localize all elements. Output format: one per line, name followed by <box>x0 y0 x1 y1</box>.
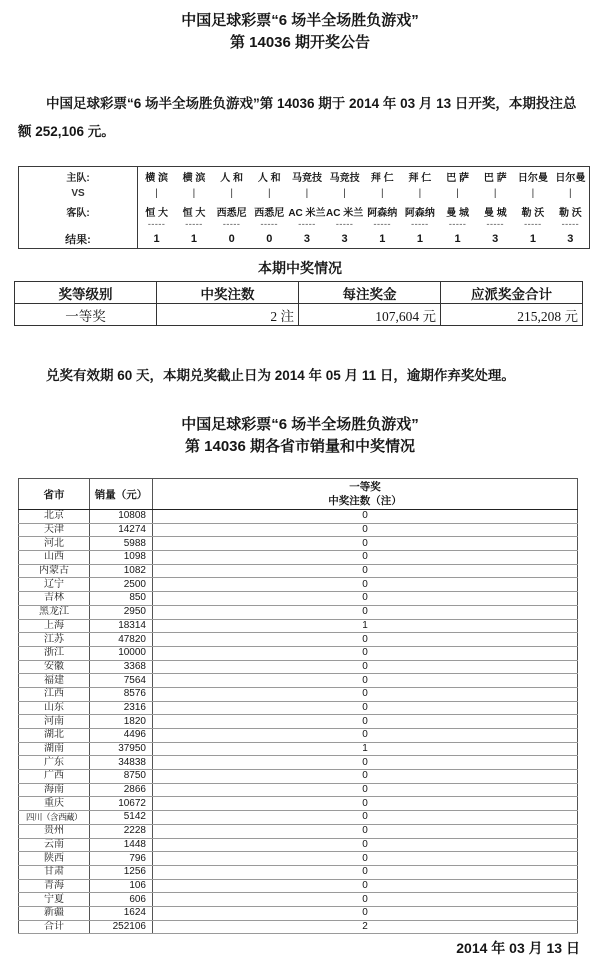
province-header-sales: 销量（元） <box>90 479 153 510</box>
province-row <box>19 537 578 551</box>
prize-count-cell: 0 <box>153 865 578 879</box>
prize-count-cell: 0 <box>153 551 578 565</box>
match-row-vs <box>19 185 590 202</box>
province-name-cell: 上海 <box>19 619 90 633</box>
province-name-cell: 福建 <box>19 674 90 688</box>
sales-cell: 10672 <box>90 797 153 811</box>
province-row <box>19 523 578 537</box>
sales-cell: 2228 <box>90 824 153 838</box>
province-row <box>19 646 578 660</box>
sales-cell: 1624 <box>90 906 153 920</box>
dash-cell: ----- <box>561 220 580 229</box>
province-name-cell: 河北 <box>19 537 90 551</box>
validity-paragraph: 兑奖有效期 60 天，本期兑奖截止日为 2014 年 05 月 11 日，逾期作弃奖处理。 <box>46 368 515 383</box>
province-row <box>19 592 578 606</box>
sales-cell: 2316 <box>90 701 153 715</box>
province-row <box>19 879 578 893</box>
prize-section-title: 本期中奖情况 <box>258 260 342 276</box>
match-row-label <box>19 220 138 229</box>
prize-count-cell: 0 <box>153 687 578 701</box>
sales-cell: 252106 <box>90 920 153 934</box>
prize-count-cell: 0 <box>153 660 578 674</box>
sales-cell: 8576 <box>90 687 153 701</box>
province-row <box>19 729 578 743</box>
home-team-cell: 马竞技 <box>329 172 360 184</box>
province-row <box>19 893 578 907</box>
province-name-cell: 重庆 <box>19 797 90 811</box>
match-row-result <box>19 229 590 249</box>
dash-cell: ----- <box>335 220 354 229</box>
sales-cell: 47820 <box>90 633 153 647</box>
prize-header-per-bet: 每注奖金 <box>299 282 441 304</box>
province-row <box>19 660 578 674</box>
province-name-cell: 北京 <box>19 510 90 524</box>
prize-per-bet-cell: 107,604 元 <box>299 304 441 326</box>
dash-cell: ----- <box>448 220 467 229</box>
sales-cell: 1820 <box>90 715 153 729</box>
prize-count-cell: 0 <box>153 756 578 770</box>
prize-count-cell: 0 <box>153 605 578 619</box>
sales-cell: 2866 <box>90 783 153 797</box>
province-name-cell: 江西 <box>19 687 90 701</box>
sales-cell: 606 <box>90 893 153 907</box>
dash-cell: ----- <box>185 220 203 229</box>
match-row-label: 客队: <box>19 202 138 220</box>
province-row <box>19 605 578 619</box>
away-team-cell: AC 米兰 <box>325 207 364 219</box>
prize-count-cell: 0 <box>153 633 578 647</box>
province-name-cell: 新疆 <box>19 906 90 920</box>
home-team-cell: 横 滨 <box>145 172 168 184</box>
province-name-cell: 四川（含西藏） <box>19 811 90 825</box>
province-table-body <box>19 510 578 934</box>
province-name-cell: 河南 <box>19 715 90 729</box>
vs-cell: | <box>493 188 497 199</box>
prize-count-cell: 0 <box>153 715 578 729</box>
sales-cell: 10000 <box>90 646 153 660</box>
prize-count-cell: 0 <box>153 811 578 825</box>
province-name-cell: 黑龙江 <box>19 605 90 619</box>
vs-cell: | <box>155 188 158 199</box>
result-cell: 0 <box>228 232 235 245</box>
sales-cell: 14274 <box>90 523 153 537</box>
province-name-cell: 浙江 <box>19 646 90 660</box>
dash-cell: ----- <box>222 220 241 229</box>
away-team-cell: 勒 沃 <box>558 207 582 219</box>
province-name-cell: 湖北 <box>19 729 90 743</box>
prize-count-cell: 1 <box>153 619 578 633</box>
home-team-cell: 人 和 <box>220 172 244 184</box>
match-row-home <box>19 167 590 186</box>
province-row <box>19 633 578 647</box>
vs-cell: | <box>192 188 196 199</box>
home-team-cell: 拜 仁 <box>370 172 394 184</box>
province-row <box>19 715 578 729</box>
document-date: 2014 年 03 月 13 日 <box>456 940 580 957</box>
away-team-cell: 恒 大 <box>182 207 206 219</box>
sales-cell: 1448 <box>90 838 153 852</box>
away-team-cell: 曼 城 <box>483 207 507 219</box>
prize-header-total: 应派奖金合计 <box>441 282 583 304</box>
province-header-prize-line2: 中奖注数（注） <box>328 495 402 507</box>
sales-cell: 1082 <box>90 564 153 578</box>
sales-cell: 4496 <box>90 729 153 743</box>
away-team-cell: 阿森纳 <box>367 207 398 219</box>
sales-cell: 106 <box>90 879 153 893</box>
prize-count-cell: 0 <box>153 592 578 606</box>
match-row-label: 结果: <box>19 229 138 249</box>
province-name-cell: 贵州 <box>19 824 90 838</box>
province-name-cell: 天津 <box>19 523 90 537</box>
province-row <box>19 824 578 838</box>
prize-count-cell: 0 <box>153 879 578 893</box>
province-sales-table <box>18 478 578 934</box>
province-section-title-line2: 第 14036 期各省市销量和中奖情况 <box>184 438 416 455</box>
sales-cell: 796 <box>90 852 153 866</box>
vs-cell: | <box>569 188 572 199</box>
home-team-cell: 日尔曼 <box>517 172 548 184</box>
province-name-cell: 宁夏 <box>19 893 90 907</box>
away-team-cell: 西悉尼 <box>254 207 285 219</box>
prize-header-row <box>15 282 583 304</box>
province-name-cell: 青海 <box>19 879 90 893</box>
result-cell: 3 <box>303 232 311 245</box>
prize-header-winners: 中奖注数 <box>157 282 299 304</box>
away-team-cell: 阿森纳 <box>404 207 435 219</box>
province-row <box>19 852 578 866</box>
province-name-cell: 吉林 <box>19 592 90 606</box>
vs-cell: | <box>305 188 309 199</box>
result-cell: 1 <box>416 232 423 245</box>
sales-cell: 3368 <box>90 660 153 674</box>
prize-winners-cell: 2 注 <box>157 304 299 326</box>
result-cell: 0 <box>266 232 273 245</box>
result-cell: 1 <box>529 232 536 245</box>
prize-count-cell: 0 <box>153 838 578 852</box>
result-cell: 1 <box>153 232 160 245</box>
province-name-cell: 合计 <box>19 920 90 934</box>
sales-cell: 10808 <box>90 510 153 524</box>
province-name-cell: 海南 <box>19 783 90 797</box>
sales-cell: 1098 <box>90 551 153 565</box>
intro-paragraph: 中国足球彩票“6 场半全场胜负游戏”第 14036 期于 2014 年 03 月 13 日开奖，本期投注总额 252,106 元。 <box>18 96 577 139</box>
match-results-table <box>18 166 590 249</box>
prize-header-level: 奖等级别 <box>15 282 157 304</box>
prize-count-cell: 0 <box>153 770 578 784</box>
home-team-cell: 人 和 <box>257 172 281 184</box>
prize-total-cell: 215,208 元 <box>441 304 583 326</box>
province-name-cell: 山西 <box>19 551 90 565</box>
province-name-cell: 陕西 <box>19 852 90 866</box>
province-name-cell: 江苏 <box>19 633 90 647</box>
sales-cell: 850 <box>90 592 153 606</box>
dash-cell: ----- <box>524 220 542 229</box>
province-header-prize-line1: 一等奖 <box>349 481 381 493</box>
away-team-cell: 西悉尼 <box>216 207 247 219</box>
prize-count-cell: 0 <box>153 646 578 660</box>
prize-count-cell: 0 <box>153 783 578 797</box>
prize-count-cell: 0 <box>153 510 578 524</box>
match-row-dash <box>19 220 590 229</box>
vs-cell: | <box>418 188 422 199</box>
home-team-cell: 横 滨 <box>182 172 206 184</box>
province-row <box>19 510 578 524</box>
province-row <box>19 838 578 852</box>
home-team-cell: 巴 萨 <box>483 172 507 184</box>
sales-cell: 7564 <box>90 674 153 688</box>
away-team-cell: AC 米兰 <box>288 207 326 219</box>
result-cell: 3 <box>567 232 574 245</box>
province-row <box>19 783 578 797</box>
prize-count-cell: 0 <box>153 824 578 838</box>
dash-cell: ----- <box>486 220 504 229</box>
province-row <box>19 756 578 770</box>
away-team-cell: 恒 大 <box>145 207 168 219</box>
vs-cell: | <box>380 188 384 199</box>
sales-cell: 2950 <box>90 605 153 619</box>
page-title-line1: 中国足球彩票“6 场半全场胜负游戏” <box>181 12 419 29</box>
match-table-body <box>19 167 590 249</box>
prize-data-row <box>15 304 583 326</box>
prize-count-cell: 0 <box>153 701 578 715</box>
total-row <box>19 920 578 934</box>
sales-cell: 5142 <box>90 811 153 825</box>
home-team-cell: 马竞技 <box>291 172 322 184</box>
dash-cell: ----- <box>298 220 316 229</box>
province-row <box>19 865 578 879</box>
prize-count-cell: 0 <box>153 564 578 578</box>
result-cell: 1 <box>454 232 461 245</box>
vs-cell: | <box>531 188 535 199</box>
result-cell: 3 <box>492 232 499 245</box>
province-row <box>19 687 578 701</box>
prize-count-cell: 0 <box>153 729 578 743</box>
province-row <box>19 770 578 784</box>
match-row-label: 主队: <box>19 167 138 186</box>
province-name-cell: 广西 <box>19 770 90 784</box>
prize-count-cell: 0 <box>153 523 578 537</box>
province-row <box>19 742 578 756</box>
vs-cell: | <box>267 188 271 199</box>
province-row <box>19 564 578 578</box>
prize-count-cell: 0 <box>153 578 578 592</box>
away-team-cell: 勒 沃 <box>521 207 545 219</box>
province-row <box>19 906 578 920</box>
result-cell: 3 <box>341 232 348 245</box>
vs-cell: | <box>456 188 459 199</box>
province-header-name: 省市 <box>19 479 90 510</box>
page-title <box>0 10 600 54</box>
sales-cell: 8750 <box>90 770 153 784</box>
dash-cell: ----- <box>147 220 166 229</box>
prize-count-cell: 0 <box>153 537 578 551</box>
home-team-cell: 日尔曼 <box>555 172 586 184</box>
match-row-label: VS <box>19 185 138 202</box>
province-row <box>19 619 578 633</box>
prize-table <box>14 281 583 326</box>
sales-cell: 18314 <box>90 619 153 633</box>
dash-cell: ----- <box>260 220 279 229</box>
province-row <box>19 811 578 825</box>
sales-cell: 34838 <box>90 756 153 770</box>
province-row <box>19 551 578 565</box>
province-row <box>19 578 578 592</box>
home-team-cell: 拜 仁 <box>408 172 432 184</box>
province-section-title <box>0 414 600 458</box>
prize-count-cell: 2 <box>153 920 578 934</box>
vs-cell: | <box>230 188 233 199</box>
prize-count-cell: 0 <box>153 906 578 920</box>
province-row <box>19 797 578 811</box>
sales-cell: 2500 <box>90 578 153 592</box>
prize-level-cell: 一等奖 <box>15 304 157 326</box>
prize-count-cell: 1 <box>153 742 578 756</box>
province-name-cell: 湖南 <box>19 742 90 756</box>
away-team-cell: 曼 城 <box>446 207 469 219</box>
province-row <box>19 674 578 688</box>
province-name-cell: 安徽 <box>19 660 90 674</box>
sales-cell: 5988 <box>90 537 153 551</box>
sales-cell: 37950 <box>90 742 153 756</box>
province-name-cell: 山东 <box>19 701 90 715</box>
province-name-cell: 内蒙古 <box>19 564 90 578</box>
prize-count-cell: 0 <box>153 674 578 688</box>
province-row <box>19 701 578 715</box>
dash-cell: ----- <box>373 220 392 229</box>
province-name-cell: 甘肃 <box>19 865 90 879</box>
province-name-cell: 云南 <box>19 838 90 852</box>
dash-cell: ----- <box>411 220 429 229</box>
province-header-row <box>19 479 578 510</box>
prize-count-cell: 0 <box>153 797 578 811</box>
province-header-prize <box>153 479 578 510</box>
vs-cell: | <box>343 188 346 199</box>
match-row-away <box>19 202 590 220</box>
sales-cell: 1256 <box>90 865 153 879</box>
result-cell: 1 <box>190 232 198 245</box>
prize-count-cell: 0 <box>153 852 578 866</box>
result-cell: 1 <box>379 232 386 245</box>
home-team-cell: 巴 萨 <box>446 172 469 184</box>
province-section-title-line1: 中国足球彩票“6 场半全场胜负游戏” <box>181 416 419 433</box>
page-title-line2: 第 14036 期开奖公告 <box>229 34 371 51</box>
province-name-cell: 辽宁 <box>19 578 90 592</box>
prize-count-cell: 0 <box>153 893 578 907</box>
province-name-cell: 广东 <box>19 756 90 770</box>
